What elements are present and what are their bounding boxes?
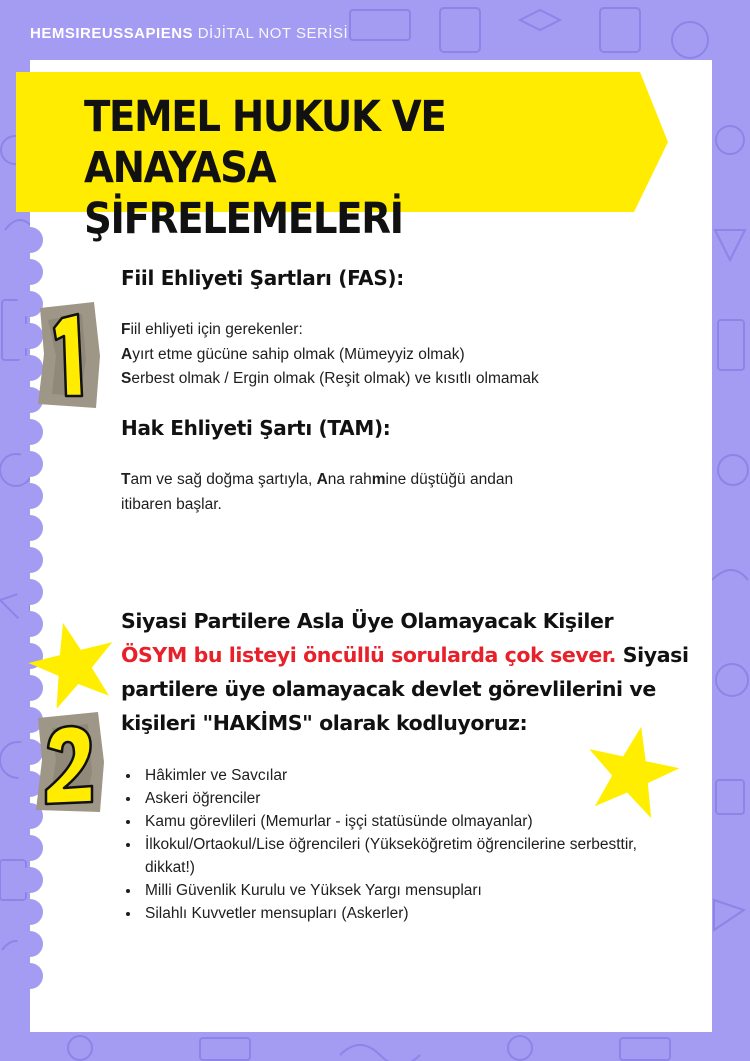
list-item: • Kamu görevlileri (Memurlar - işçi statüsünde olmayanlar)	[141, 810, 661, 833]
list-item: • Milli Güvenlik Kurulu ve Yüksek Yargı mensupları	[141, 879, 661, 902]
tam-heading: Hak Ehliyeti Şartı (TAM):	[121, 416, 391, 440]
osym-highlight: ÖSYM bu listeyi öncüllü sorularda çok sever.	[121, 643, 617, 667]
list-item: • Askeri öğrenciler	[141, 787, 661, 810]
series-name: DİJİTAL NOT SERİSİ	[197, 25, 349, 42]
page-title	[84, 92, 588, 245]
section2-heading: Siyasi Partilere Asla Üye Olamayacak Kişiler	[121, 609, 614, 633]
badge-one-label	[58, 314, 59, 315]
fas-heading: Fiil Ehliyeti Şartları (FAS):	[121, 266, 404, 290]
star-icon	[28, 618, 118, 708]
badge-two-icon	[34, 712, 106, 816]
fas-text: Fiil ehliyeti için gerekenler: Ayırt etme gücüne sahip olmak (Mümeyyiz olmak) Serbest olmak / Ergin olmak (Reşit olmak) ve kısıtlı olmamak	[121, 321, 539, 387]
section2-rest: Siyasi partilere üye olamayacak devlet görevlilerini ve kişileri "HAKİMS" olarak kodluyoruz:	[121, 643, 689, 735]
list-item: • Hâkimler ve Savcılar	[141, 764, 661, 787]
list-item: • Silahlı Kuvvetler mensupları (Askerler)	[141, 902, 661, 925]
list-item: • İlkokul/Ortaokul/Lise öğrencileri (Yükseköğretim öğrencilerine serbesttir, dikkat!)	[141, 833, 661, 879]
title-line-1: TEMEL HUKUK VE	[84, 92, 446, 142]
title-line-2: ANAYASA ŞİFRELEMELERİ	[84, 143, 403, 244]
badge-one-icon	[34, 300, 104, 412]
brand-name: HEMSIREUSSAPIENS	[30, 25, 194, 42]
badge-two-label	[58, 740, 59, 741]
hakims-list	[121, 764, 661, 925]
tam-text: Tam ve sağ doğma şartıyla, Ana rahmine düştüğü andan itibaren başlar.	[121, 471, 514, 513]
section2-text	[121, 604, 701, 740]
